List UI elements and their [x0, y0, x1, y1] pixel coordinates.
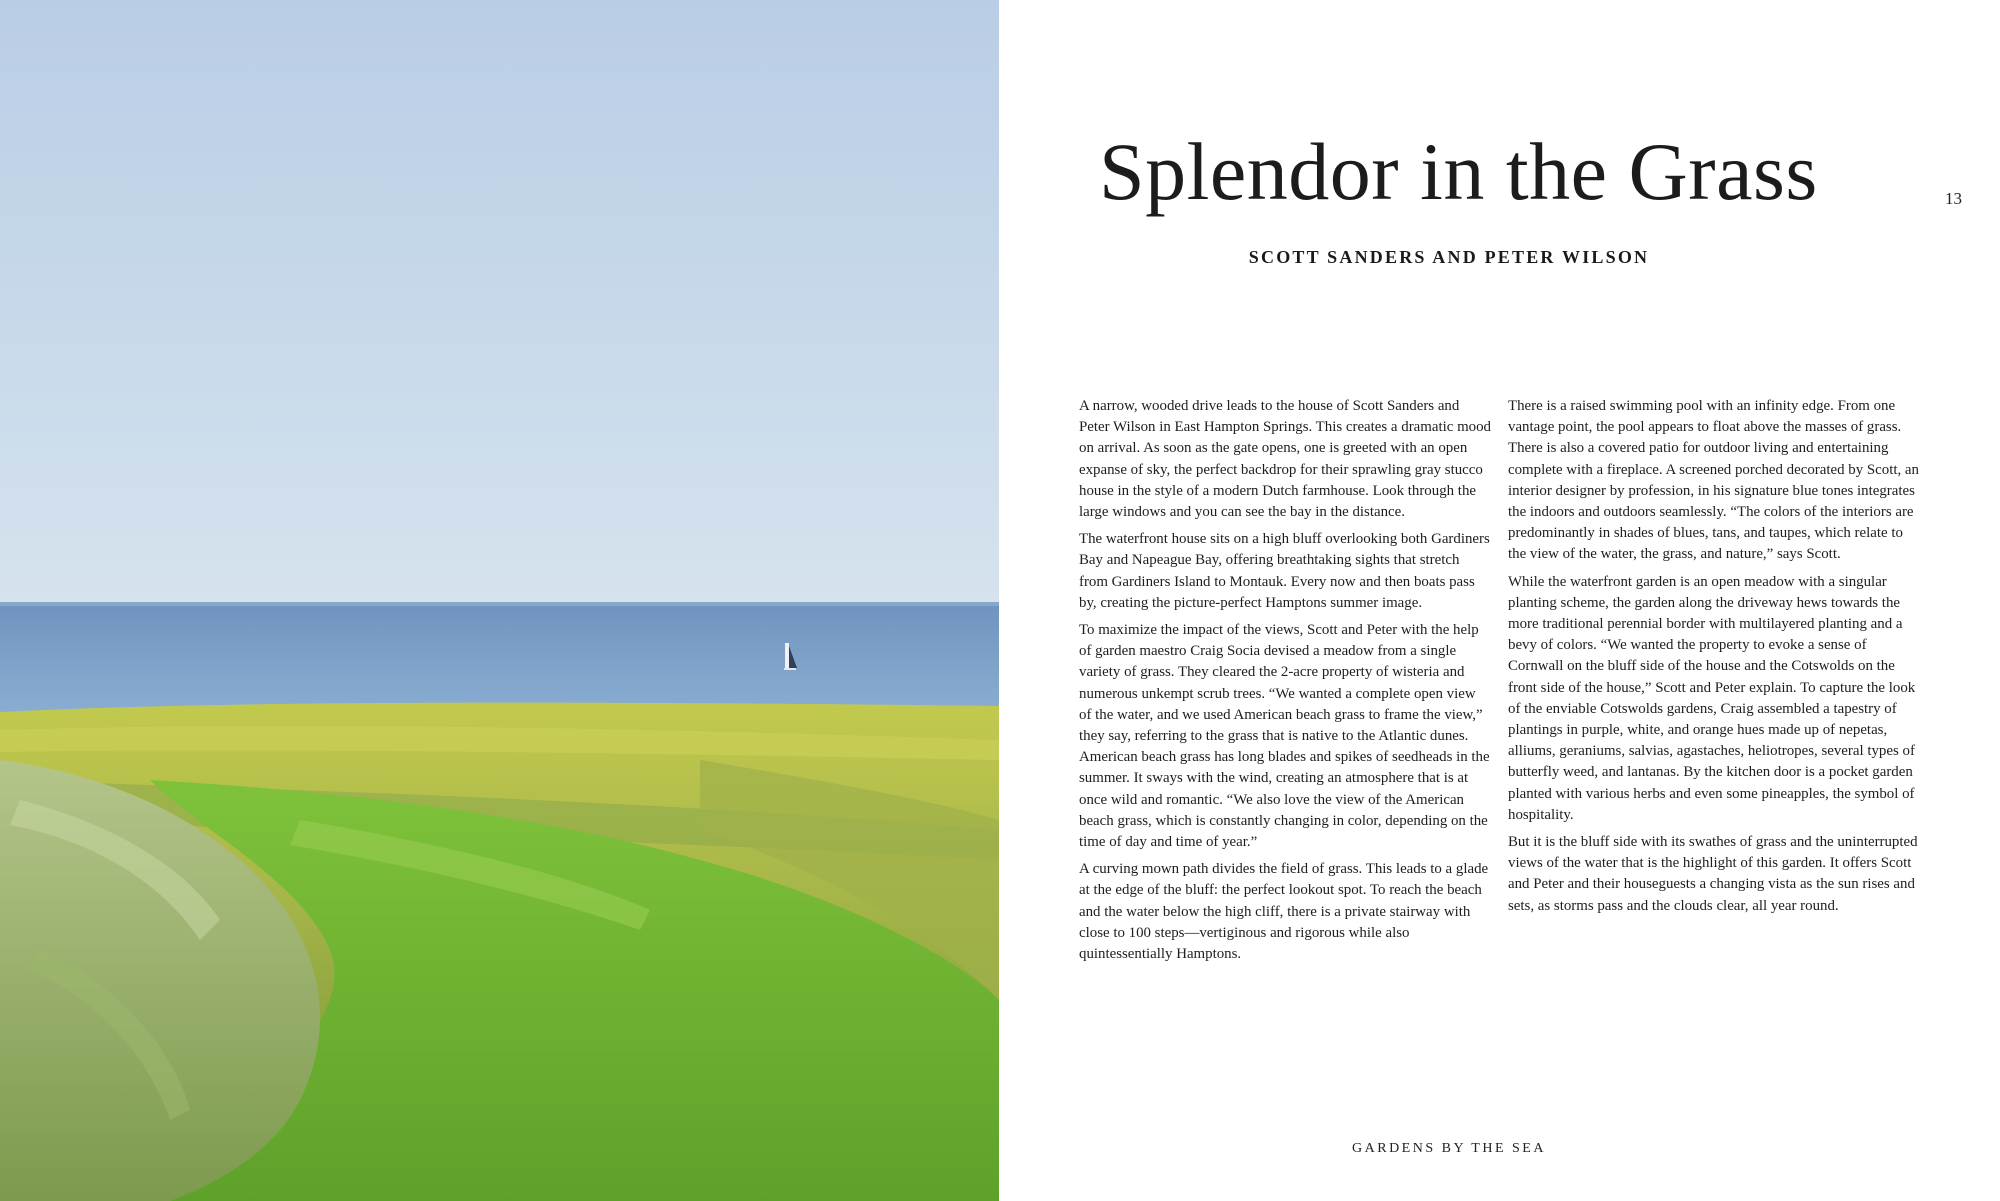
text-page: [999, 0, 2000, 1201]
body-column-left: [1079, 396, 1491, 971]
page-number: 13: [1945, 189, 1962, 208]
paragraph: But it is the bluff side with its swathes of grass and the uninterrupted views of the water that is the highlight of this garden. It offers Scott and Peter and their houseguests a changing vista as the sun rises and sets, as storms pass and the clouds clear, all year round.: [1508, 834, 1918, 914]
paragraph: The waterfront house sits on a high bluff overlooking both Gardiners Bay and Napeague Bay, offering breathtaking sights that stretch from Gardiners Island to Montauk. Every now and then boats pass by, creating the picture-perfect Hamptons summer image.: [1079, 531, 1490, 611]
paragraph: There is a raised swimming pool with an infinity edge. From one vantage point, the pool appears to float above the masses of grass. There is also a covered patio for outdoor living and entertaining complete with a fireplace. A screened porched decorated by Scott, an interior designer by profession, in his signature blue tones integrates the indoors and outdoors seamlessly. “The colors of the interiors are predominantly in shades of blues, tans, and taupes, which relate to the view of the water, the grass, and nature,” says Scott.: [1508, 398, 1919, 563]
byline: SCOTT SANDERS AND PETER WILSON: [1248, 247, 1650, 267]
sea: [0, 602, 999, 714]
paragraph: To maximize the impact of the views, Scott and Peter with the help of garden maestro Craig Socia devised a meadow from a single variety of grass. They cleared the 2-acre property of wisteria and numerous unkempt scrub trees. “We wanted a complete open view of the water, and we used American beach grass to frame the view,” they say, referring to the grass that is native to the Atlantic dunes. American beach grass has long blades and spikes of seedheads in the summer. It sways with the wind, creating an atmosphere that is at once wild and romantic. “We also love the view of the American beach grass, which is constantly changing in color, depending on the time of day and time of year.”: [1079, 622, 1490, 851]
paragraph: A curving mown path divides the field of grass. This leads to a glade at the edge of the bluff: the perfect lookout spot. To reach the beach and the water below the high cliff, there is a private stairway with close to 100 steps—vertiginous and rigorous while also quintessentially Hamptons.: [1079, 861, 1489, 963]
paragraph: A narrow, wooded drive leads to the house of Scott Sanders and Peter Wilson in East Hampton Springs. This creates a dramatic mood on arrival. As soon as the gate opens, one is greeted with an open expanse of sky, the perfect backdrop for their sprawling gray stucco house in the style of a modern Dutch farmhouse. Look through the large windows and you can see the bay in the distance.: [1079, 398, 1491, 521]
paragraph: While the waterfront garden is an open meadow with a singular planting scheme, the garden along the driveway hews towards the more traditional perennial border with multilayered planting and a bevy of colors. “We wanted the property to evoke a sense of Cornwall on the bluff side of the house and the Cotswolds on the front side of the house,” Scott and Peter explain. To capture the look of the enviable Cotswolds gardens, Craig assembled a tapestry of plantings in purple, white, and orange hues made up of nepetas, alliums, geraniums, salvias, agastaches, heliotropes, several types of butterfly weed, and lantanas. By the kitchen door is a pocket garden planted with various herbs and even some pineapples, the symbol of hospitality.: [1508, 573, 1916, 823]
running-footer: GARDENS BY THE SEA: [1352, 1141, 1546, 1156]
article-title: Splendor in the Grass: [1099, 126, 1818, 217]
sky: [0, 0, 999, 604]
body-column-right: [1508, 396, 1920, 923]
landscape-photo: [0, 0, 999, 1201]
